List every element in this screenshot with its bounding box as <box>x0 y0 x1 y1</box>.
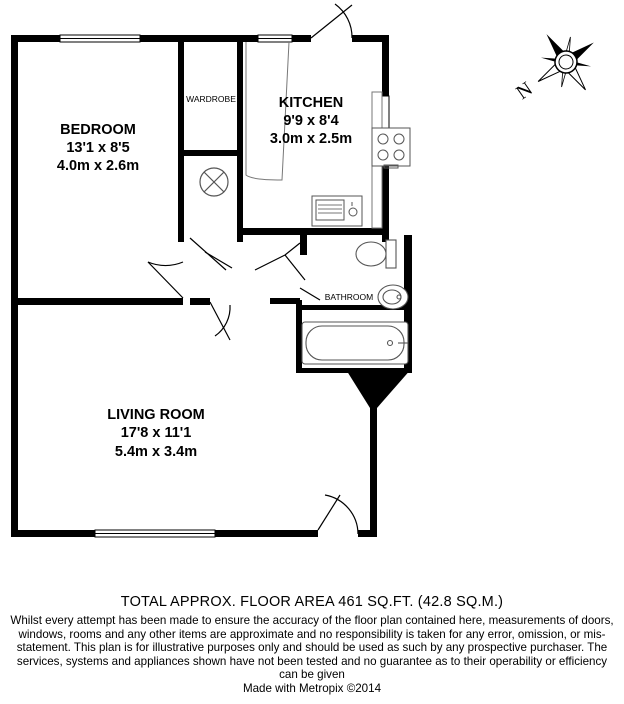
bathroom-fixtures <box>302 240 408 364</box>
living-room-name: LIVING ROOM <box>107 407 205 423</box>
bedroom-imperial: 13'1 x 8'5 <box>66 140 130 156</box>
wardrobe-label: WARDROBE <box>186 94 236 104</box>
living-room-metric: 5.4m x 3.4m <box>114 444 198 460</box>
footer <box>0 594 624 696</box>
toilet-icon <box>356 240 396 268</box>
outer-walls <box>11 35 412 537</box>
basin-icon <box>378 285 408 309</box>
bathroom-label: BATHROOM <box>324 292 374 302</box>
bedroom-metric: 4.0m x 2.6m <box>56 158 140 174</box>
kitchen-imperial: 9'9 x 8'4 <box>283 113 339 129</box>
total-floor-area: TOTAL APPROX. FLOOR AREA 461 SQ.FT. (42.8 SQ.M.) <box>120 594 504 610</box>
compass-north-letter: N <box>512 77 537 105</box>
hob-icon <box>372 128 410 166</box>
boiler-cupboard-icon <box>200 168 228 196</box>
kitchen-name: KITCHEN <box>278 95 344 111</box>
credit-text: Made with Metropix ©2014 <box>242 681 382 695</box>
bedroom-name: BEDROOM <box>60 122 136 138</box>
bath-icon <box>302 322 408 364</box>
kitchen-metric: 3.0m x 2.5m <box>269 131 353 147</box>
disclaimer-text: Whilst every attempt has been made to ensure the accuracy of the floor plan contained here, measurements of doors, windows, rooms and any other items are approximate and no responsibility is taken for any error, omission, or mis-statement. This plan is for illustrative purposes only and should be used as such by any prospective purchaser. The services, systems and appliances shown have not been tested and no guarantee as to their operability or efficiency can be given <box>10 614 614 682</box>
living-room-imperial: 17'8 x 11'1 <box>120 425 192 441</box>
room-labels <box>57 94 373 460</box>
